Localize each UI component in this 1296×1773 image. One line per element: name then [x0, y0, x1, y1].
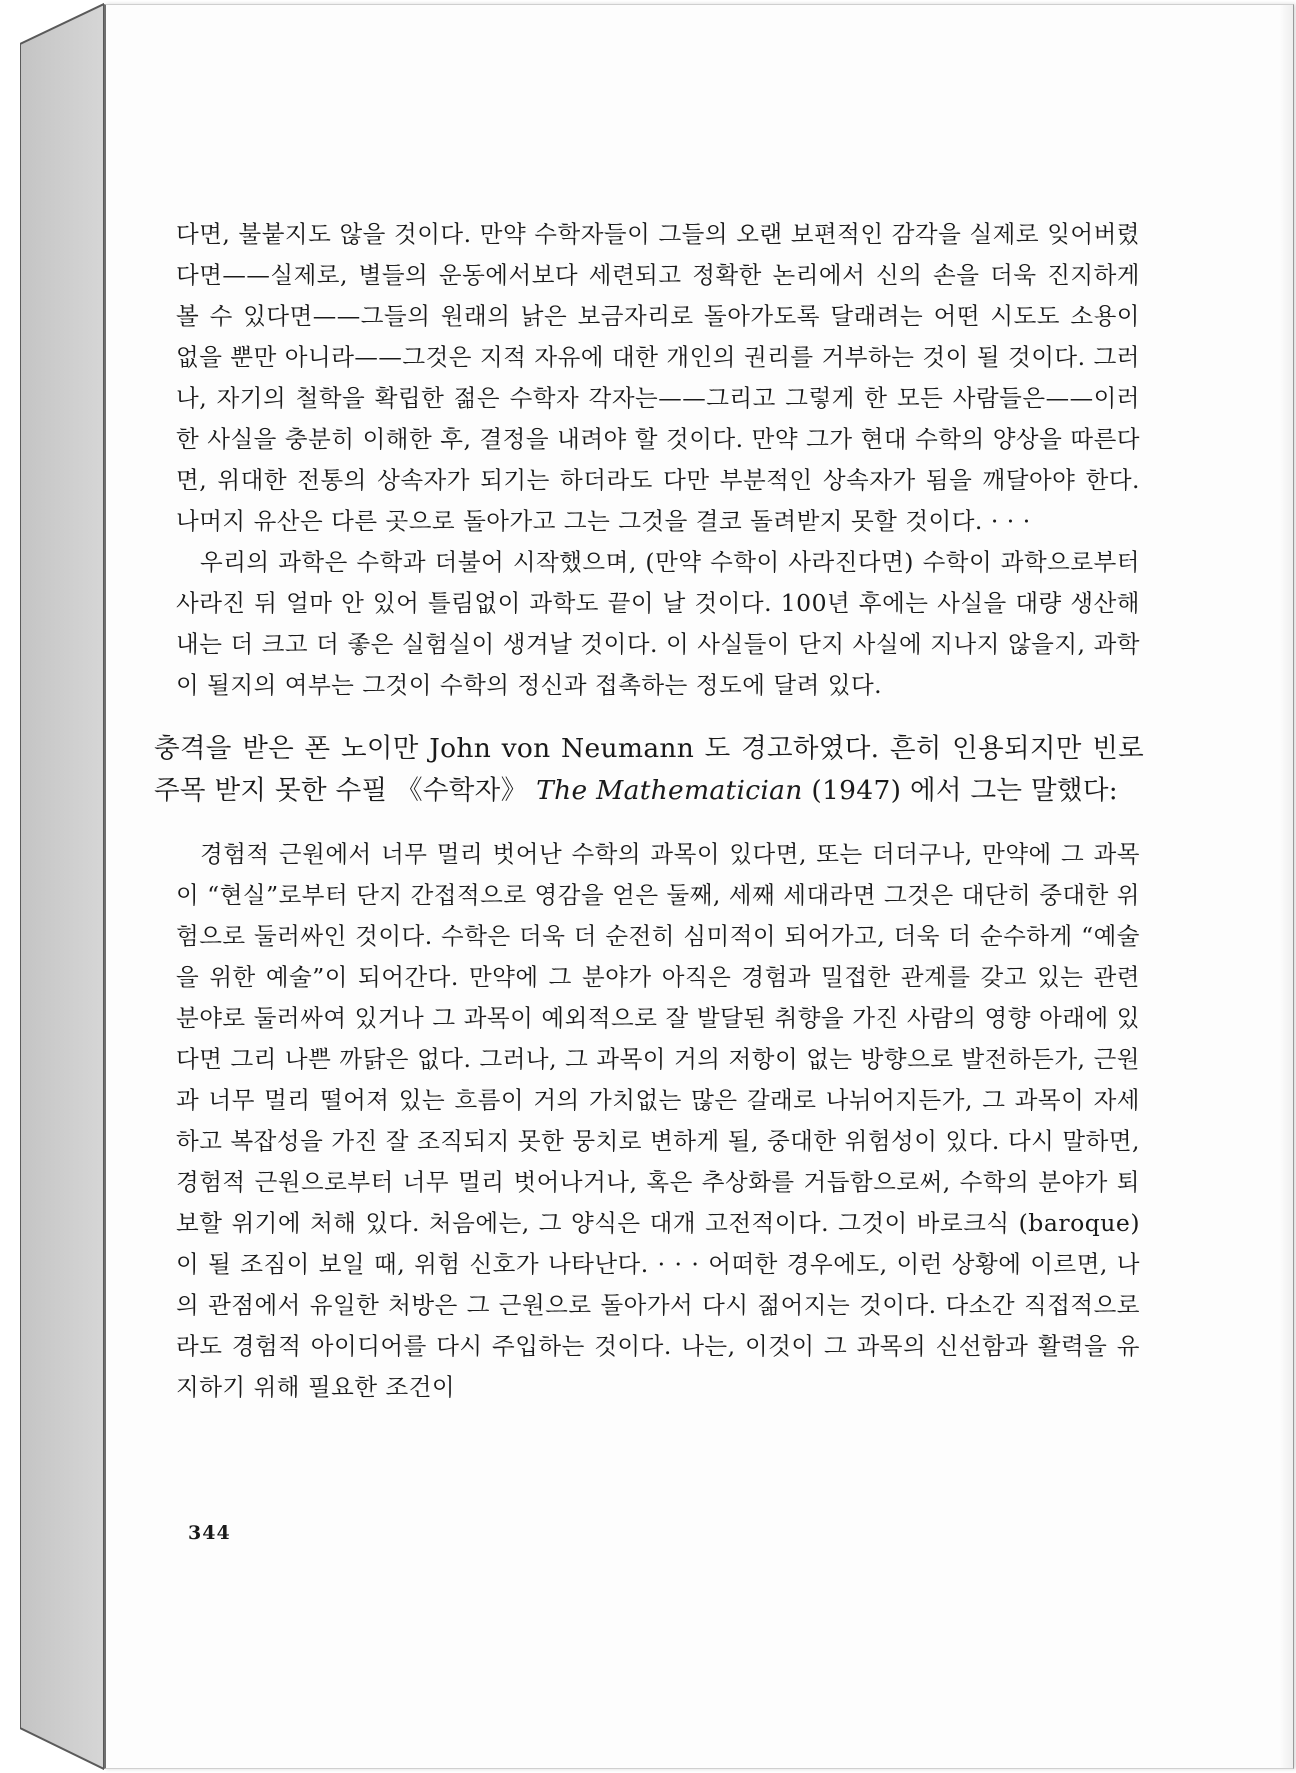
essay-title: The Mathematician	[536, 775, 803, 806]
quote-1-paragraph-2: 우리의 과학은 수학과 더불어 시작했으며, (만약 수학이 사라진다면) 수학이 과학으로부터 사라진 뒤 얼마 안 있어 틀림없이 과학도 끝이 날 것이다. 100년 후에는 사실을 대량 생산해 내는 더 크고 더 좋은 실험실이 생겨날 것이다. 이 사실들이 단지 사실에 지나지 않을지, 과학이 될지의 여부는 그것이 수학의 정신과 접촉하는 정도에 달려 있다.	[176, 548, 1140, 699]
block-quote-1	[176, 214, 1140, 706]
author-name: John von Neumann	[429, 733, 695, 764]
page-content	[154, 214, 1144, 1408]
page-edge-shadow	[1279, 5, 1293, 1768]
book-spine	[20, 0, 104, 1773]
page-number: 344	[188, 1522, 231, 1544]
body-text-after-name: 도 경고하였다. 흔히 인용되지만 빈로 주목 받지 못한 수필 《수학자》	[154, 733, 1144, 806]
quote-2-paragraph-1: 경험적 근원에서 너무 멀리 벗어난 수학의 과목이 있다면, 또는 더더구나, 만약에 그 과목이 “현실”로부터 단지 간접적으로 영감을 얻은 둘째, 세째 세대라면 그것은 대단히 중대한 위험으로 둘러싸인 것이다. 수학은 더욱 더 순전히 심미적이 되어가고, 더욱 더 순수하게 “예술을 위한 예술”이 되어간다. 만약에 그 분야가 아직은 경험과 밀접한 관계를 갖고 있는 관련 분야로 둘러싸여 있거나 그 과목이 예외적으로 잘 발달된 취향을 가진 사람의 영향 아래에 있다면 그리 나쁜 까닭은 없다. 그러나, 그 과목이 거의 저항이 없는 방향으로 발전하든가, 근원과 너무 멀리 떨어져 있는 흐름이 거의 가치없는 많은 갈래로 나뉘어지든가, 그 과목이 자세하고 복잡성을 가진 잘 조직되지 못한 뭉치로 변하게 될, 중대한 위험성이 있다. 다시 말하면, 경험적 근원으로부터 너무 멀리 벗어나거나, 혹은 추상화를 거듭함으로써, 수학의 분야가 퇴보할 위기에 처해 있다. 처음에는, 그 양식은 대개 고전적이다. 그것이 바로크식 (baroque)이 될 조짐이 보일 때, 위험 신호가 나타난다. · · · 어떠한 경우에도, 이런 상황에 이르면, 나의 관점에서 유일한 처방은 그 근원으로 돌아가서 다시 젊어지는 것이다. 다소간 직접적으로라도 경험적 아이디어를 다시 주입하는 것이다. 나는, 이것이 그 과목의 신선함과 활력을 유지하기 위해 필요한 조건이	[176, 840, 1140, 1401]
body-text-after-title: (1947) 에서 그는 말했다:	[802, 775, 1118, 806]
body-text-before-name: 충격을 받은 폰 노이만	[154, 733, 430, 764]
body-paragraph	[154, 728, 1144, 812]
block-quote-2	[176, 834, 1140, 1408]
quote-1-paragraph-1: 다면, 불붙지도 않을 것이다. 만약 수학자들이 그들의 오랜 보편적인 감각을 실제로 잊어버렸다면——실제로, 별들의 운동에서보다 세련되고 정확한 논리에서 신의 손을 더욱 진지하게 볼 수 있다면——그들의 원래의 낡은 보금자리로 돌아가도록 달래려는 어떤 시도도 소용이 없을 뿐만 아니라——그것은 지적 자유에 대한 개인의 권리를 거부하는 것이 될 것이다. 그러나, 자기의 철학을 확립한 젊은 수학자 각자는——그리고 그렇게 한 모든 사람들은——이러한 사실을 충분히 이해한 후, 결정을 내려야 할 것이다. 만약 그가 현대 수학의 양상을 따른다면, 위대한 전통의 상속자가 되기는 하더라도 다만 부분적인 상속자가 됨을 깨달아야 한다. 나머지 유산은 다른 곳으로 돌아가고 그는 그것을 결코 돌려받지 못할 것이다. · · ·	[176, 220, 1140, 535]
